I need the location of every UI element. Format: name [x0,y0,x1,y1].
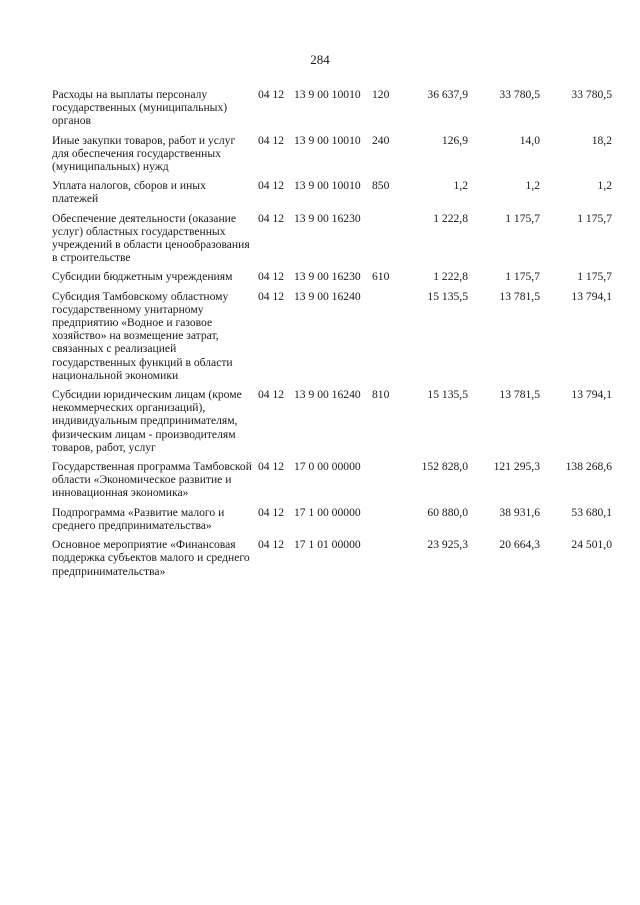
table-row [52,460,612,506]
table-row [52,290,612,388]
row-value-3: 33 780,5 [571,88,612,101]
budget-table [52,88,612,584]
row-target-code: 13 9 00 16240 [294,289,361,303]
row-value-1: 1,2 [453,179,468,193]
row-name: Иные закупки товаров, работ и услуг для обеспечения государственных (муниципальных) нужд [52,133,236,174]
row-section-code: 04 12 [258,538,285,552]
row-value-2: 121 295,3 [493,460,540,474]
row-section-code: 04 12 [258,270,285,284]
row-value-1: 15 135,5 [427,388,468,402]
row-expense-type: 610 [372,270,390,284]
row-value-1: 23 925,3 [427,538,468,552]
row-value-1: 152 828,0 [421,460,468,474]
table-row [52,134,612,180]
row-expense-type [372,290,396,388]
row-value-3: 53 680,1 [571,505,612,519]
row-name: Субсидия Тамбовскому областному государственному унитарному предприятию «Водное и газовое хозяйство» на возмещение затрат, связанных с реализацией государственных функций в области национальной экономики [52,289,233,382]
table-row [52,179,612,211]
row-expense-type: 810 [372,388,390,402]
row-target-code: 17 1 01 00000 [294,538,361,552]
row-value-1: 15 135,5 [427,289,468,303]
row-target-code: 17 1 00 00000 [294,505,361,519]
row-value-1: 36 637,9 [427,88,468,101]
row-expense-type [372,212,396,271]
row-name: Основное мероприятие «Финансовая поддержка субъектов малого и среднего предпринимательства» [52,538,250,578]
row-expense-type: 850 [372,179,390,193]
row-value-2: 13 781,5 [499,289,540,303]
row-section-code: 04 12 [258,133,285,147]
row-value-3: 1 175,7 [577,270,612,284]
row-value-3: 138 268,6 [565,460,612,474]
row-name: Государственная программа Тамбовской области «Экономическое развитие и инновационная экономика» [52,460,252,500]
row-name: Уплата налогов, сборов и иных платежей [52,179,206,206]
row-name: Субсидии бюджетным учреждениям [52,270,233,284]
row-section-code: 04 12 [258,88,285,101]
row-value-2: 1 175,7 [505,211,540,225]
row-value-3: 18,2 [591,133,612,147]
row-section-code: 04 12 [258,179,285,193]
row-name: Подпрограмма «Развитие малого и среднего предпринимательства» [52,505,225,532]
row-value-2: 1 175,7 [505,270,540,284]
row-value-2: 33 780,5 [499,88,540,101]
row-name: Обеспечение деятельности (оказание услуг) областных государственных учреждений в области ценообразования в строительстве [52,211,250,265]
table-row [52,388,612,460]
row-section-code: 04 12 [258,289,285,303]
row-expense-type [372,460,396,506]
row-target-code: 17 0 00 00000 [294,460,361,474]
row-expense-type [372,538,396,584]
row-value-1: 1 222,8 [433,211,468,225]
page-number: 284 [310,52,330,67]
row-section-code: 04 12 [258,460,285,474]
row-value-2: 38 931,6 [499,505,540,519]
row-value-1: 126,9 [441,133,468,147]
row-name: Расходы на выплаты персоналу государственных (муниципальных) органов [52,88,228,128]
row-target-code: 13 9 00 10010 [294,88,361,101]
table-row [52,212,612,271]
table-row [52,538,612,584]
row-value-3: 24 501,0 [571,538,612,552]
row-expense-type [372,506,396,538]
row-value-1: 60 880,0 [427,505,468,519]
row-target-code: 13 9 00 10010 [294,179,361,193]
table-row [52,88,612,134]
row-target-code: 13 9 00 16240 [294,388,361,402]
row-target-code: 13 9 00 10010 [294,133,361,147]
table-row [52,506,612,538]
row-target-code: 13 9 00 16230 [294,270,361,284]
row-section-code: 04 12 [258,505,285,519]
row-target-code: 13 9 00 16230 [294,211,361,225]
row-section-code: 04 12 [258,211,285,225]
row-value-2: 20 664,3 [499,538,540,552]
row-value-3: 1 175,7 [577,211,612,225]
row-value-3: 13 794,1 [571,289,612,303]
row-value-2: 13 781,5 [499,388,540,402]
row-value-3: 1,2 [597,179,612,193]
row-expense-type: 120 [372,88,390,101]
row-expense-type: 240 [372,133,390,147]
table-row [52,270,612,289]
row-value-1: 1 222,8 [433,270,468,284]
row-value-2: 14,0 [519,133,540,147]
row-value-2: 1,2 [525,179,540,193]
row-section-code: 04 12 [258,388,285,402]
row-value-3: 13 794,1 [571,388,612,402]
row-name: Субсидии юридическим лицам (кроме некоммерческих организаций), индивидуальным предпринимателям, физическим лицам - производителям товаров, работ, услуг [52,388,242,454]
